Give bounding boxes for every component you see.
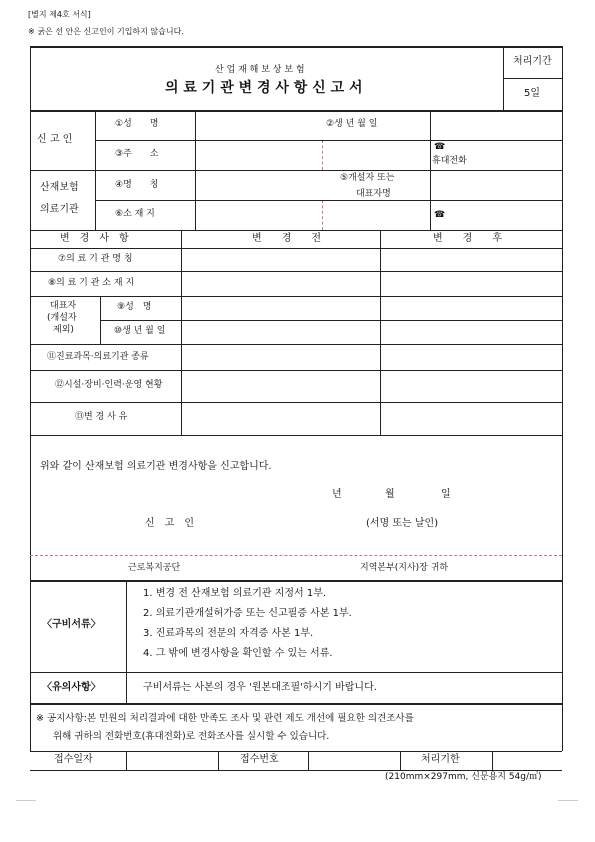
rep-group-label-1: 대표자 xyxy=(50,301,77,311)
deadline-label: 처리기한 xyxy=(421,754,460,765)
row-dept-label: ⑪진료과목·의료기관 종류 xyxy=(47,352,149,362)
row-reason-label: ⑬변 경 사 유 xyxy=(75,412,128,422)
inst-location-after-field[interactable] xyxy=(381,272,561,295)
dept-after-field[interactable] xyxy=(381,345,561,369)
reporter-name-field[interactable] xyxy=(196,111,322,139)
reporter-address-label: ③주 소 xyxy=(115,149,159,159)
col-header-before: 변 경 전 xyxy=(252,233,321,244)
reporter-name-label: ①성 명 xyxy=(115,119,159,129)
docs-item-3: 3. 진료과목의 전문의 자격증 사본 1부. xyxy=(143,628,314,639)
page-edge-mark-right xyxy=(558,800,578,801)
phone-icon: ☎ xyxy=(434,210,446,220)
institution-section-label-2: 의료기관 xyxy=(40,204,79,215)
opener-label-2: 대표자명 xyxy=(356,189,391,199)
reporter-address-field[interactable] xyxy=(196,141,429,169)
month-label: 월 xyxy=(385,489,395,500)
rep-group-label-3: 제외) xyxy=(53,325,74,335)
row-inst-name-label: ⑦의 료 기 관 명 칭 xyxy=(58,254,133,264)
dept-before-field[interactable] xyxy=(182,345,379,369)
reporter-mobile-label: 휴대전화 xyxy=(432,156,467,166)
declaration-text: 위와 같이 산재보험 의료기관 변경사항을 신고합니다. xyxy=(40,461,272,472)
docs-label: 〈구비서류〉 xyxy=(42,619,101,630)
inst-name-before-field[interactable] xyxy=(182,249,379,270)
opener-label-1: ⑤개설자 또는 xyxy=(340,173,395,183)
reporter-section-label: 신 고 인 xyxy=(37,134,73,145)
processing-period-value: 5일 xyxy=(524,88,541,99)
docs-item-4: 4. 그 밖에 변경사항을 확인할 수 있는 서류. xyxy=(143,648,333,659)
day-label: 일 xyxy=(441,489,451,500)
row-inst-location-label: ⑧의 료 기 관 소 재 지 xyxy=(48,278,135,288)
notice-label: 〈유의사항〉 xyxy=(42,682,101,693)
facility-after-field[interactable] xyxy=(381,371,561,401)
top-note: ※ 굵은 선 안은 신고인이 기입하지 않습니다. xyxy=(28,27,184,36)
form-title: 의 료 기 관 변 경 사 항 신 고 서 xyxy=(165,80,363,96)
agency-label: 근로복지공단 xyxy=(128,563,181,573)
docs-item-2: 2. 의료기관개설허가증 또는 신고필증 사본 1부. xyxy=(143,608,352,619)
rep-name-after-field[interactable] xyxy=(381,297,561,319)
institution-name-label: ④명 칭 xyxy=(115,180,159,190)
announcement-line-2: 위해 귀하의 전화번호(휴대전화)로 전화조사를 실시할 수 있습니다. xyxy=(53,731,330,742)
row-facility-label: ⑫시설·장비·인력·운영 현황 xyxy=(55,380,163,390)
deadline-field[interactable] xyxy=(493,752,561,769)
receipt-no-field[interactable] xyxy=(309,752,399,769)
institution-location-field[interactable] xyxy=(196,201,429,229)
year-label: 년 xyxy=(332,489,342,500)
inst-name-after-field[interactable] xyxy=(381,249,561,270)
reporter-sign-label: 신 고 인 xyxy=(145,518,194,529)
institution-location-label: ⑥소 재 지 xyxy=(115,209,155,219)
rep-birth-before-field[interactable] xyxy=(182,321,379,343)
col-header-after: 변 경 후 xyxy=(433,233,502,244)
processing-period-label: 처리기간 xyxy=(513,56,552,67)
reporter-sign-field[interactable] xyxy=(215,512,355,532)
institution-section-label-1: 산재보험 xyxy=(40,182,79,193)
addressee-label: 지역본부(지사)장 귀하 xyxy=(360,563,449,573)
rep-name-before-field[interactable] xyxy=(182,297,379,319)
rep-birth-after-field[interactable] xyxy=(381,321,561,343)
receipt-no-label: 접수번호 xyxy=(240,754,279,765)
receipt-date-field[interactable] xyxy=(127,752,217,769)
inst-location-before-field[interactable] xyxy=(182,272,379,295)
sign-note: (서명 또는 날인) xyxy=(366,518,439,529)
docs-item-1: 1. 변경 전 산재보험 의료기관 지정서 1부. xyxy=(143,588,327,599)
page-edge-mark-left xyxy=(16,800,36,801)
reason-field[interactable] xyxy=(182,403,561,434)
receipt-date-label: 접수일자 xyxy=(54,754,93,765)
reporter-birth-field[interactable] xyxy=(431,111,561,139)
reporter-birth-label: ②생 년 월 일 xyxy=(326,119,378,129)
rep-name-label: ⑨성 명 xyxy=(117,302,152,312)
facility-before-field[interactable] xyxy=(182,371,379,401)
rep-birth-label: ⑩생 년 월 일 xyxy=(114,326,166,336)
paper-spec: (210mm×297mm, 신문용지 54g/㎡) xyxy=(385,772,542,782)
col-header-item: 변 경 사 항 xyxy=(60,233,129,244)
form-tag: [별지 제4호 서식] xyxy=(28,10,91,19)
form-subtitle: 산 업 재 해 보 상 보 험 xyxy=(215,65,305,75)
rep-group-label-2: (개설자 xyxy=(47,313,77,323)
notice-text: 구비서류는 사본의 경우 '원본대조필'하시기 바랍니다. xyxy=(143,682,377,693)
announcement-line-1: ※ 공지사항:본 민원의 처리결과에 대한 만족도 조사 및 관련 제도 개선에 필요한 의견조사를 xyxy=(36,713,414,724)
phone-icon: ☎ xyxy=(434,142,446,152)
